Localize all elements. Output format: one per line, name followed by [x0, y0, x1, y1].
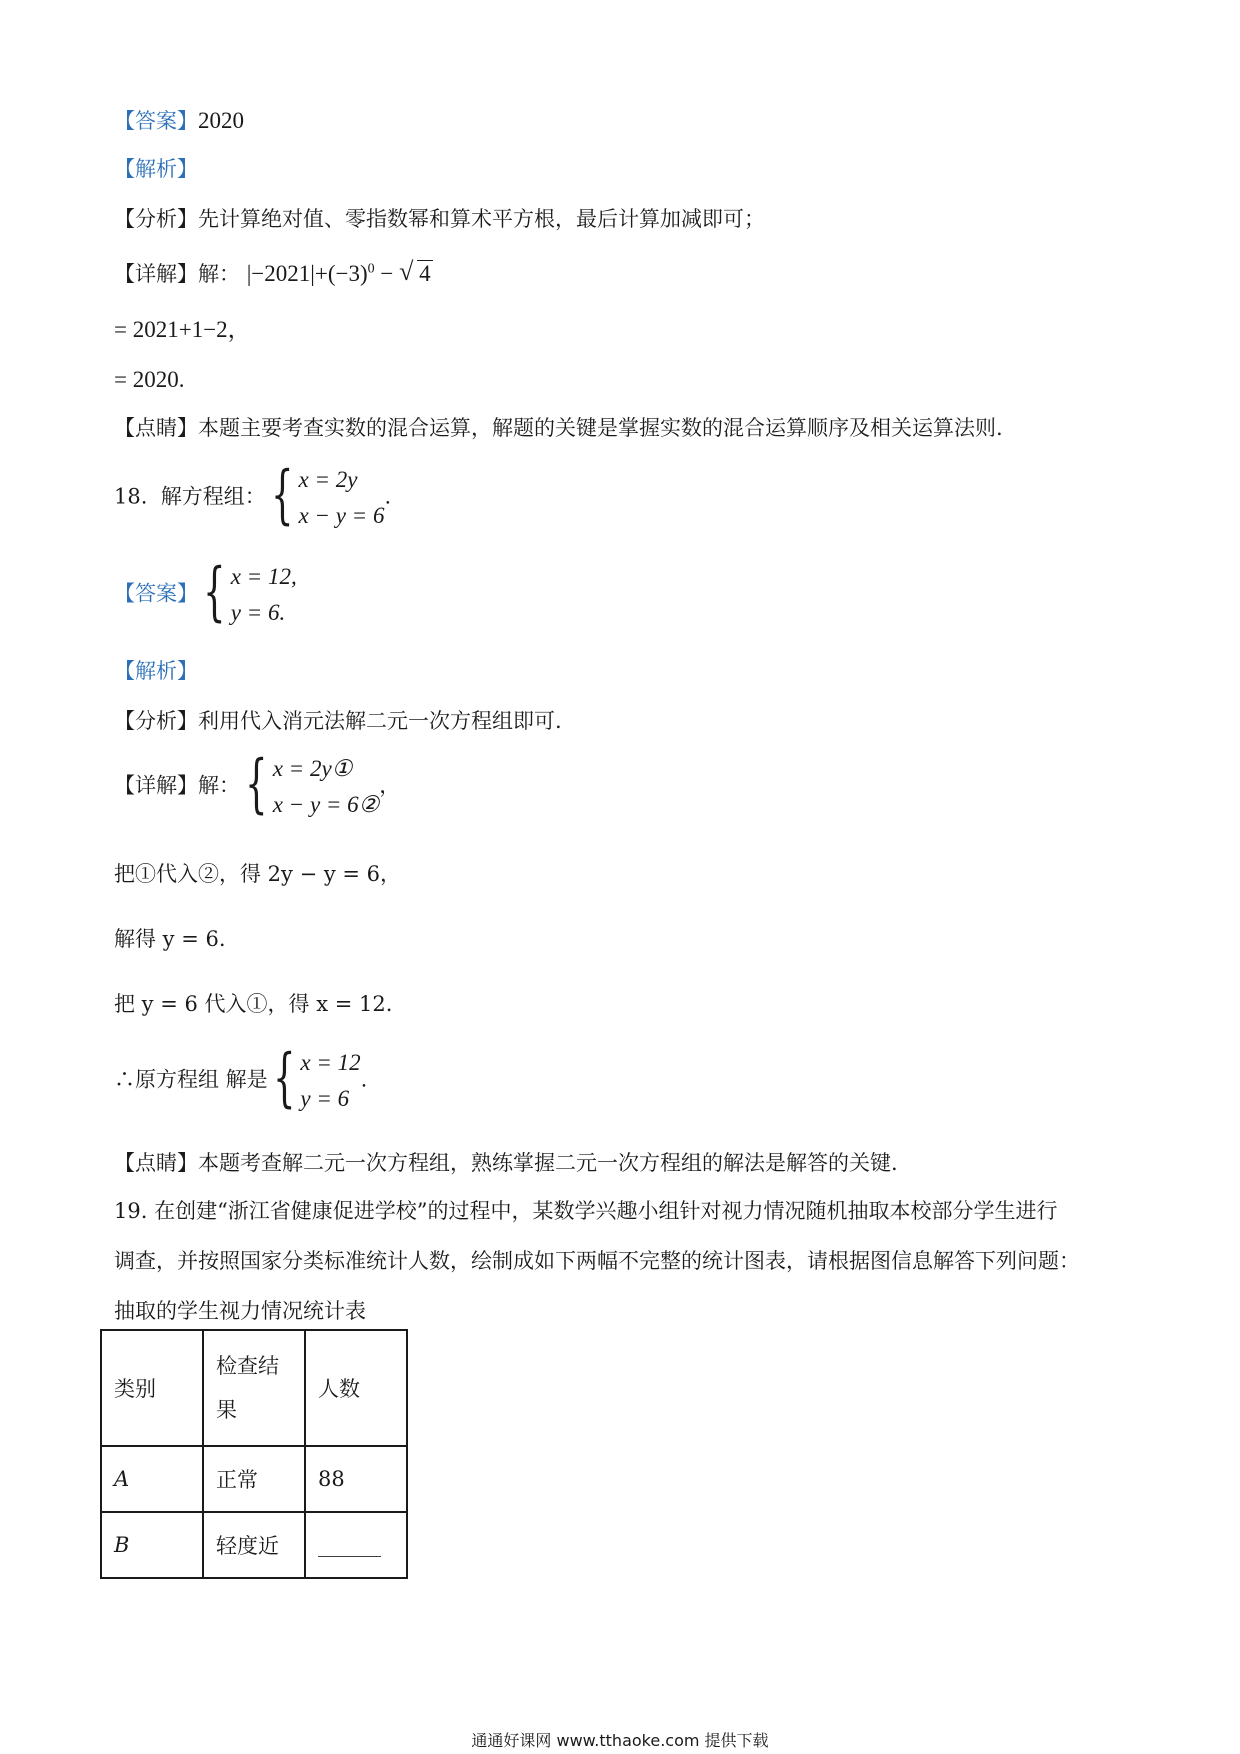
page-footer: 通通好课网 www.tthaoke.com 提供下载: [471, 1731, 769, 1750]
q17-fenxi: [114, 207, 765, 232]
q19-text-line1: 19. 在创建“浙江省健康促进学校”的过程中，某数学兴趣小组针对视力情况随机抽取本校部分学生进行: [114, 1199, 1058, 1223]
table-header-row: [101, 1330, 407, 1446]
q18-question: [114, 458, 392, 532]
q18-line3: 把 y = 6 代入①，得 x = 12.: [114, 992, 393, 1016]
dianjing-text: 本题考查解二元一次方程组，熟练掌握二元一次方程组的解法是解答的关键.: [198, 1151, 898, 1175]
left-brace: {: [203, 555, 226, 629]
xiangjie-prefix: 解：: [198, 773, 240, 798]
row-result: 轻度近: [203, 1512, 305, 1578]
dianjing-text: 本题主要考查实数的混合运算，解题的关键是掌握实数的混合运算顺序及相关运算法则.: [198, 416, 1003, 440]
row-result: 正常: [203, 1446, 305, 1512]
header-count: 人数: [305, 1330, 407, 1446]
fenxi-text: 先计算绝对值、零指数幂和算术平方根，最后计算加减即可；: [198, 207, 765, 231]
vision-stats-table: [100, 1329, 408, 1579]
equation-2: x − y = 6②: [272, 792, 380, 817]
q18-conclusion: [114, 1041, 368, 1115]
row-category: A: [101, 1446, 203, 1512]
q19-text-line2: 调查，并按照国家分类标准统计人数，绘制成如下两幅不完整的统计图表，请根据图信息解答下列问题：: [114, 1249, 1080, 1273]
solution-system: [268, 1041, 361, 1115]
answer-system: [198, 555, 297, 629]
header-result: [203, 1330, 305, 1446]
fenxi-tag: 【分析】: [114, 709, 198, 733]
question-prompt: 解方程组：: [160, 484, 266, 509]
solution-x: x = 12: [300, 1050, 361, 1076]
dianjing-tag: 【点睛】: [114, 416, 198, 440]
xiangjie-tag: 【详解】: [114, 773, 198, 798]
header-result-line2: 果: [216, 1398, 237, 1422]
q18-xiangjie: [114, 747, 401, 821]
fenxi-text: 利用代入消元法解二元一次方程组即可.: [198, 709, 562, 733]
system-end: ，: [379, 773, 401, 798]
q18-line1: 把①代入②，得 2y − y = 6，: [114, 862, 402, 886]
q17-xiangjie: [114, 257, 433, 288]
analysis-tag: 【解析】: [114, 659, 198, 683]
system-end: .: [360, 1067, 368, 1092]
sqrt-expression: [399, 257, 433, 288]
answer-value: 2020: [198, 108, 244, 133]
expr-left: |−2021|+(−3): [246, 261, 368, 286]
answer-y: y = 6.: [230, 600, 286, 625]
expr-exponent: 0: [367, 261, 375, 277]
dianjing-tag: 【点睛】: [114, 1151, 198, 1175]
equation-1: x = 2y①: [272, 756, 353, 782]
left-brace: {: [270, 458, 294, 532]
xiangjie-prefix: 解：: [198, 262, 240, 286]
left-brace: {: [245, 747, 268, 821]
header-category: 类别: [101, 1330, 203, 1446]
sqrt-radicand: 4: [419, 261, 431, 286]
sqrt-symbol: √: [399, 257, 414, 286]
row-category: B: [101, 1512, 203, 1578]
xiangjie-tag: 【详解】: [114, 262, 198, 286]
q17-step1: = 2021+1−2，: [114, 317, 251, 342]
question-number: 18.: [114, 484, 148, 509]
equation-system: [266, 458, 385, 532]
answer-tag: 【答案】: [114, 109, 198, 133]
header-result-line1: 检查结: [216, 1353, 279, 1378]
q17-answer-line: [114, 107, 244, 135]
system-eq-top: x = 2y: [298, 467, 358, 493]
conclusion-prefix: ∴原方程组 解是: [114, 1067, 268, 1092]
answer-tag: 【答案】: [114, 581, 198, 606]
solution-y: y = 6: [300, 1086, 350, 1111]
system-end: .: [384, 484, 392, 509]
answer-x: x = 12,: [230, 564, 297, 590]
table-row: [101, 1512, 407, 1578]
analysis-tag: 【解析】: [114, 157, 198, 181]
table-title: 抽取的学生视力情况统计表: [114, 1299, 366, 1323]
q17-step2: = 2020.: [114, 367, 185, 392]
work-system: [240, 747, 380, 821]
row-count: 88: [305, 1446, 407, 1512]
q18-dianjing: [114, 1151, 898, 1176]
left-brace: {: [272, 1041, 296, 1115]
q18-answer: [114, 555, 297, 629]
fenxi-tag: 【分析】: [114, 207, 198, 231]
system-eq-bottom: x − y = 6: [298, 503, 385, 528]
expr-minus: −: [374, 261, 400, 286]
q18-line2: 解得 y = 6.: [114, 927, 226, 951]
q18-fenxi: [114, 709, 562, 734]
expression: [246, 257, 433, 286]
row-count-blank: ______: [305, 1512, 407, 1578]
table-row: [101, 1446, 407, 1512]
q17-dianjing: [114, 416, 1003, 441]
